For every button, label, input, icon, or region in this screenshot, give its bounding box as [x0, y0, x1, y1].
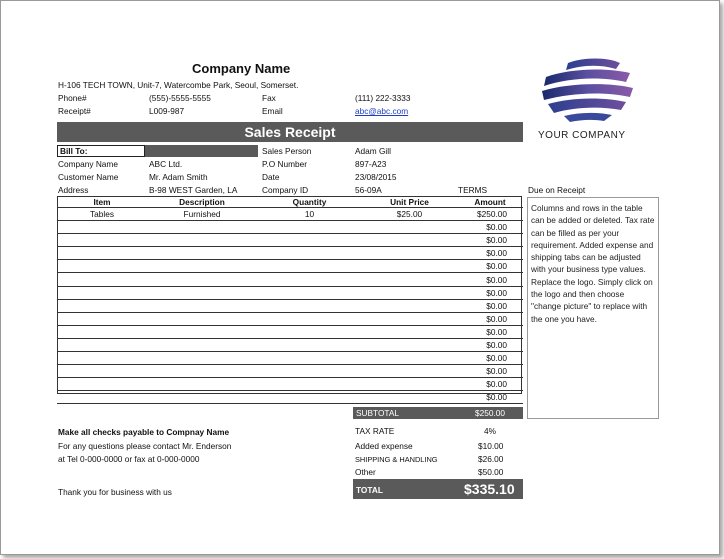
unit-price-cell[interactable]	[362, 273, 457, 286]
company-id: 56-09A	[355, 185, 382, 195]
unit-price-cell[interactable]: $25.00	[362, 208, 457, 221]
bill-address: B-98 WEST Garden, LA	[149, 185, 238, 195]
email-link[interactable]: abc@abc.com	[355, 106, 409, 116]
table-row[interactable]	[57, 338, 523, 351]
item-cell[interactable]	[57, 312, 147, 325]
quantity-cell[interactable]	[257, 221, 362, 234]
amount-cell[interactable]: $0.00	[457, 365, 523, 378]
amount-cell[interactable]: $0.00	[457, 273, 523, 286]
quantity-cell[interactable]	[257, 391, 362, 404]
item-cell[interactable]	[57, 221, 147, 234]
shipping-value: $26.00	[478, 454, 504, 464]
questions-note: For any questions please contact Mr. Enderson	[58, 441, 232, 451]
item-cell[interactable]	[57, 352, 147, 365]
subtotal-row	[353, 407, 523, 419]
added-expense-value: $10.00	[478, 441, 504, 451]
unit-price-cell[interactable]	[362, 234, 457, 247]
header-quantity: Quantity	[257, 196, 362, 208]
quantity-cell[interactable]	[257, 338, 362, 351]
quantity-cell[interactable]	[257, 273, 362, 286]
description-cell[interactable]	[147, 325, 257, 338]
customer-name-label: Customer Name	[58, 172, 119, 182]
total-row	[353, 479, 523, 499]
item-cell[interactable]	[57, 325, 147, 338]
quantity-cell[interactable]	[257, 365, 362, 378]
item-cell[interactable]	[57, 247, 147, 260]
table-row[interactable]	[57, 260, 523, 273]
quantity-cell[interactable]	[257, 247, 362, 260]
phone-label: Phone#	[58, 93, 87, 103]
amount-cell[interactable]: $0.00	[457, 312, 523, 325]
address-label: Address	[58, 185, 89, 195]
unit-price-cell[interactable]	[362, 221, 457, 234]
added-expense-label: Added expense	[355, 441, 413, 451]
terms-label: TERMS	[458, 185, 488, 195]
item-cell[interactable]	[57, 299, 147, 312]
bill-to-bar	[145, 145, 258, 157]
fax-value: (111) 222-3333	[355, 93, 411, 103]
subtotal-value: $250.00	[475, 408, 505, 418]
company-name-label: Company Name	[58, 159, 118, 169]
table-row[interactable]	[57, 234, 523, 247]
table-row[interactable]	[57, 391, 523, 404]
item-cell[interactable]	[57, 286, 147, 299]
amount-cell[interactable]: $0.00	[457, 325, 523, 338]
unit-price-cell[interactable]	[362, 286, 457, 299]
subtotal-label: SUBTOTAL	[356, 408, 400, 418]
po-number-label: P.O Number	[262, 159, 308, 169]
total-label: TOTAL	[356, 485, 383, 495]
item-cell[interactable]: Tables	[57, 208, 147, 221]
description-cell[interactable]: Furnished	[147, 208, 257, 221]
receipt-number: L009-987	[149, 106, 185, 116]
table-row[interactable]	[57, 299, 523, 312]
unit-price-cell[interactable]	[362, 391, 457, 404]
globe-logo-icon	[538, 55, 636, 125]
description-cell[interactable]	[147, 338, 257, 351]
logo-text: YOUR COMPANY	[538, 130, 626, 141]
description-cell[interactable]	[147, 365, 257, 378]
table-row[interactable]	[57, 325, 523, 338]
description-cell[interactable]	[147, 378, 257, 391]
sales-person: Adam Gill	[355, 146, 391, 156]
table-header-row	[57, 196, 523, 208]
tax-rate-value: 4%	[484, 426, 496, 436]
unit-price-cell[interactable]	[362, 338, 457, 351]
receipt-label: Receipt#	[58, 106, 91, 116]
quantity-cell[interactable]	[257, 299, 362, 312]
amount-cell[interactable]: $0.00	[457, 338, 523, 351]
email-label: Email	[262, 106, 283, 116]
checks-payable-note: Make all checks payable to Compnay Name	[58, 427, 230, 437]
amount-cell[interactable]: $0.00	[457, 352, 523, 365]
description-cell[interactable]	[147, 312, 257, 325]
item-cell[interactable]	[57, 338, 147, 351]
total-value: $335.10	[464, 481, 515, 497]
header-amount: Amount	[457, 196, 523, 208]
unit-price-cell[interactable]	[362, 260, 457, 273]
item-cell[interactable]	[57, 273, 147, 286]
description-cell[interactable]	[147, 299, 257, 312]
amount-cell[interactable]: $0.00	[457, 378, 523, 391]
amount-cell[interactable]: $0.00	[457, 299, 523, 312]
header-description: Description	[147, 196, 257, 208]
header-unit-price: Unit Price	[362, 196, 457, 208]
unit-price-cell[interactable]	[362, 325, 457, 338]
bill-to-heading: Bill To:	[57, 145, 145, 157]
table-row[interactable]	[57, 273, 523, 286]
other-label: Other	[355, 467, 376, 477]
item-cell[interactable]	[57, 365, 147, 378]
amount-cell[interactable]: $0.00	[457, 286, 523, 299]
date-label: Date	[262, 172, 280, 182]
company-logo[interactable]	[538, 55, 636, 130]
table-row[interactable]	[57, 312, 523, 325]
amount-cell[interactable]: $0.00	[457, 234, 523, 247]
amount-cell[interactable]: $0.00	[457, 247, 523, 260]
bill-company: ABC Ltd.	[149, 159, 183, 169]
sales-receipt-title: Sales Receipt	[57, 122, 523, 142]
company-id-label: Company ID	[262, 185, 309, 195]
amount-cell[interactable]: $0.00	[457, 260, 523, 273]
items-table	[57, 196, 523, 404]
table-row[interactable]	[57, 286, 523, 299]
unit-price-cell[interactable]	[362, 365, 457, 378]
description-cell[interactable]	[147, 352, 257, 365]
description-cell[interactable]	[147, 247, 257, 260]
header-item: Item	[57, 196, 147, 208]
description-cell[interactable]	[147, 273, 257, 286]
quantity-cell[interactable]	[257, 352, 362, 365]
item-cell[interactable]	[57, 378, 147, 391]
unit-price-cell[interactable]	[362, 352, 457, 365]
quantity-cell[interactable]	[257, 312, 362, 325]
thank-you-note: Thank you for business with us	[58, 487, 172, 497]
amount-cell[interactable]: $250.00	[457, 208, 523, 221]
unit-price-cell[interactable]	[362, 247, 457, 260]
table-row[interactable]	[57, 221, 523, 234]
terms-value: Due on Receipt	[528, 185, 586, 195]
customer-name: Mr. Adam Smith	[149, 172, 208, 182]
quantity-cell[interactable]: 10	[257, 208, 362, 221]
quantity-cell[interactable]	[257, 378, 362, 391]
quantity-cell[interactable]	[257, 325, 362, 338]
quantity-cell[interactable]	[257, 286, 362, 299]
table-row[interactable]	[57, 365, 523, 378]
table-row[interactable]	[57, 208, 523, 221]
tax-rate-label: TAX RATE	[355, 426, 395, 436]
description-cell[interactable]	[147, 286, 257, 299]
quantity-cell[interactable]	[257, 234, 362, 247]
table-row[interactable]	[57, 352, 523, 365]
contact-note: at Tel 0-000-0000 or fax at 0-000-0000	[58, 454, 200, 464]
unit-price-cell[interactable]	[362, 299, 457, 312]
receipt-date: 23/08/2015	[355, 172, 397, 182]
quantity-cell[interactable]	[257, 260, 362, 273]
fax-label: Fax	[262, 93, 276, 103]
company-name: Company Name	[192, 61, 291, 76]
phone-value: (555)-5555-5555	[149, 93, 211, 103]
item-cell[interactable]	[57, 260, 147, 273]
description-cell[interactable]	[147, 391, 257, 404]
other-value: $50.00	[478, 467, 504, 477]
sales-person-label: Sales Person	[262, 146, 312, 156]
instructions-note: Columns and rows in the table can be added or deleted. Tax rate can be filled as per your requirement. Added expense and shipping tabs can be adjusted with your business type values. Replace the logo. Simply click on the logo and then choose "change picture" to replace with the one you have.	[527, 197, 659, 419]
unit-price-cell[interactable]	[362, 312, 457, 325]
amount-cell[interactable]: $0.00	[457, 221, 523, 234]
item-cell[interactable]	[57, 234, 147, 247]
amount-cell[interactable]: $0.00	[457, 391, 523, 404]
table-row[interactable]	[57, 378, 523, 391]
description-cell[interactable]	[147, 260, 257, 273]
item-cell[interactable]	[57, 391, 147, 404]
po-number: 897-A23	[355, 159, 387, 169]
unit-price-cell[interactable]	[362, 378, 457, 391]
company-address: H-106 TECH TOWN, Unit-7, Watercombe Park, Seoul, Somerset.	[58, 80, 299, 90]
description-cell[interactable]	[147, 221, 257, 234]
shipping-label: SHIPPING & HANDLING	[355, 455, 438, 464]
table-row[interactable]	[57, 247, 523, 260]
description-cell[interactable]	[147, 234, 257, 247]
